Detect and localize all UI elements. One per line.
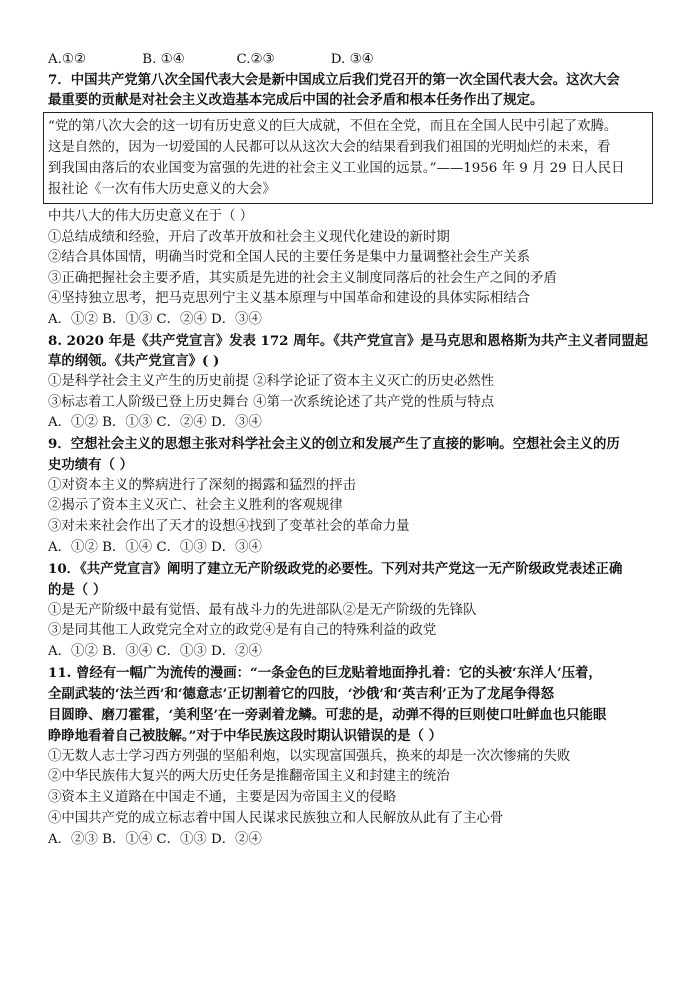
q9-stem-line-1: 9．空想社会主义的思想主张对科学社会主义的创立和发展产生了直接的影响。空想社会主义的历 xyxy=(48,436,620,452)
q8-stem-line-2: 草的纲领。《共产党宣言》( ) xyxy=(48,353,220,369)
q9-item-3: ③对未来社会作出了天才的设想④找到了变革社会的革命力量 xyxy=(48,519,410,534)
q7-quote-line-2: 这是自然的，因为一切爱国的人民都可以从这次大会的结果看到我们祖国的光明灿烂的未来，看 xyxy=(48,140,611,155)
q10-item-row-1: ①是无产阶级中最有觉悟、最有战斗力的先进部队②是无产阶级的先锋队 xyxy=(48,603,477,618)
q7-question: 中共八大的伟大历史意义在于（ ） xyxy=(48,209,254,224)
q9-item-1: ①对资本主义的弊病进行了深刻的揭露和猛烈的抨击 xyxy=(48,478,356,493)
q10-stem-line-1: 10．《共产党宣言》阐明了建立无产阶级政党的必要性。下列对共产党这一无产阶级政党表述正确 xyxy=(48,561,623,577)
q11-stem-line-1: 11. 曾经有一幅广为流传的漫画：“一条金色的巨龙贴着地面挣扎着：它的头被‘东洋人’压着， xyxy=(48,665,602,681)
q8-stem-line-1: 8. 2020 年是《共产党宣言》发表 172 周年。《共产党宣言》是马克思和恩格斯为共产主义者同盟起 xyxy=(48,333,648,349)
q11-stem-line-2: 全副武装的‘法兰西’和‘德意志’正切割着它的四肢，‘沙俄’和‘英吉利’正为了龙尾争得怒 xyxy=(48,686,554,702)
q6-options xyxy=(48,50,658,70)
q10-item-row-2: ③是同其他工人政党完全对立的政党④是有自己的特殊利益的政党 xyxy=(48,623,437,638)
q11-options: A．②③ B．①④ C．①③ D．②④ xyxy=(48,832,262,847)
q9-item-2: ②揭示了资本主义灭亡、社会主义胜利的客观规律 xyxy=(48,498,343,513)
q7-stem-line-2: 最重要的贡献是对社会主义改造基本完成后中国的社会矛盾和根本任务作出了规定。 xyxy=(48,92,544,108)
q6-option-a: A.①② xyxy=(48,52,86,67)
q10-stem-line-2: 的是（ ） xyxy=(48,582,107,598)
q9-stem-line-2: 史功绩有（ ） xyxy=(48,457,134,473)
q11-stem-line-4: 睁睁地看着自己被肢解。”对于中华民族这段时期认识错误的是（ ） xyxy=(48,728,442,744)
q7-item-4: ④坚持独立思考，把马克思列宁主义基本原理与中国革命和建设的具体实际相结合 xyxy=(48,291,531,306)
q6-option-c: C.②③ xyxy=(236,52,275,67)
q9-options: A．①② B．①④ C．①③ D．③④ xyxy=(48,540,262,555)
q11-item-2: ②中华民族伟大复兴的两大历史任务是推翻帝国主义和封建主的统治 xyxy=(48,769,450,784)
q11-item-1: ①无数人志士学习西方列强的坚船利炮，以实现富国强兵，换来的却是一次次惨痛的失败 xyxy=(48,749,571,764)
q6-option-d: D. ③④ xyxy=(330,52,374,67)
q7-stem-line-1: 7．中国共产党第八次全国代表大会是新中国成立后我们党召开的第一次全国代表大会。这次大会 xyxy=(48,72,620,88)
q10-options: A．①② B．③④ C．①③ D．②④ xyxy=(48,644,262,659)
q7-quote-line-1: “党的第八次大会的这一切有历史意义的巨大成就，不但在全党，而且在全国人民中引起了欢腾。 xyxy=(48,119,618,134)
q7-quote-line-3: 到我国由落后的农业国变为富强的先进的社会主义工业国的远景。”——1956 年 9 月 29 日人民日 xyxy=(48,161,625,176)
q7-item-2: ②结合具体国情，明确当时党和全国人民的主要任务是集中力量调整社会生产关系 xyxy=(48,250,531,265)
q7-quote-line-4: 报社论《一次有伟大历史意义的大会》 xyxy=(48,182,276,197)
q11-item-4: ④中国共产党的成立标志着中国人民谋求民族独立和人民解放从此有了主心骨 xyxy=(48,811,504,826)
q8-item-row-1: ①是科学社会主义产生的历史前提 ②科学论证了资本主义灭亡的历史必然性 xyxy=(48,374,495,389)
q11-stem-line-3: 目圆睁、磨刀霍霍，‘美利坚’在一旁剥着龙鳞。可悲的是，动弹不得的巨则使口吐鲜血也只能眼 xyxy=(48,707,607,723)
q8-item-row-2: ③标志着工人阶级已登上历史舞台 ④第一次系统论述了共产党的性质与特点 xyxy=(48,395,495,410)
q8-options: A．①② B．①③ C．②④ D．③④ xyxy=(48,415,262,430)
q7-options: A．①② B．①③ C．②④ D．③④ xyxy=(48,312,262,327)
q6-option-b: B. ①④ xyxy=(142,52,185,67)
q7-item-3: ③正确把握社会主要矛盾，其实质是先进的社会主义制度同落后的社会生产之间的矛盾 xyxy=(48,271,557,286)
q11-item-3: ③资本主义道路在中国走不通，主要是因为帝国主义的侵略 xyxy=(48,790,397,805)
q7-item-1: ①总结成绩和经验，开启了改革开放和社会主义现代化建设的新时期 xyxy=(48,230,450,245)
